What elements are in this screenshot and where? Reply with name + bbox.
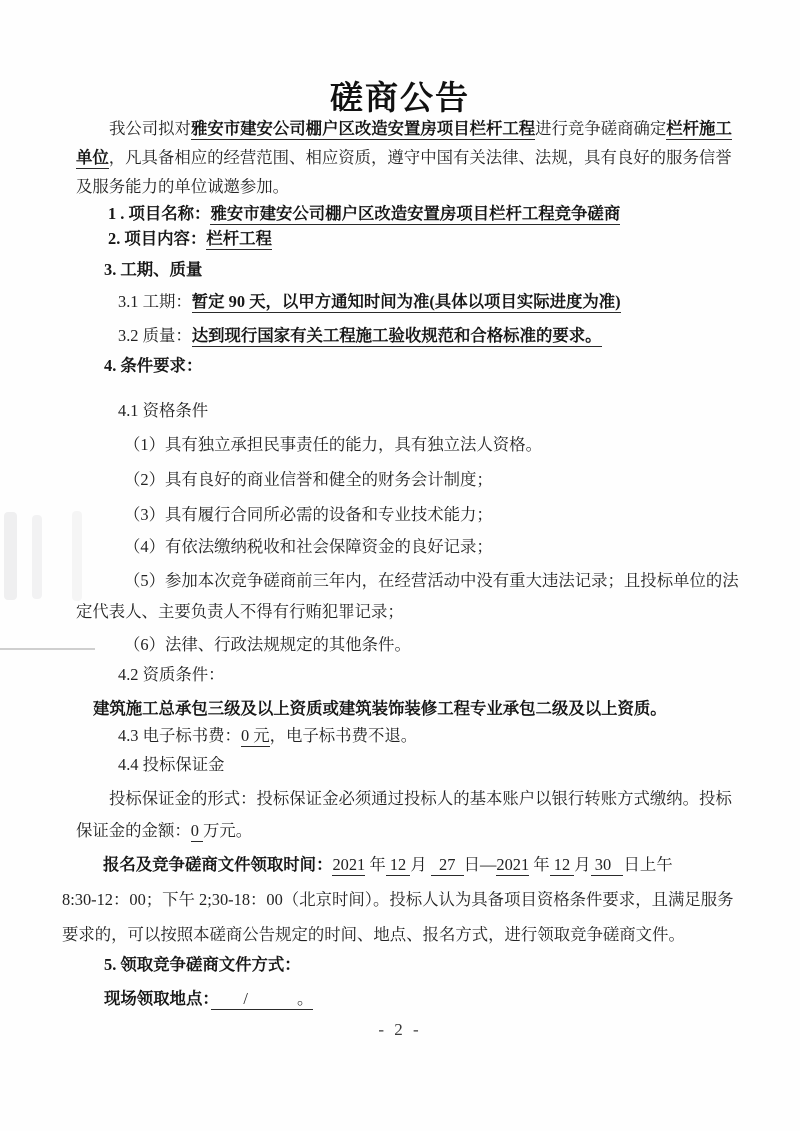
signup-sep-1: 年 [365,855,386,874]
item-3-label: 3. 工期、质量 [104,260,203,279]
item-4-4-label: 4.4 投标保证金 [118,755,225,774]
signup-day-1: 27 [430,855,464,874]
intro-paragraph [76,114,740,201]
item-4-label: 4. 条件要求： [104,356,203,375]
item-4-1-label: 4.1 资格条件 [118,401,209,420]
pickup-blank-underline: / 。 [210,989,314,1008]
item-3-1-value: 暂定 90 天，以甲方通知时间为准(具体以项目实际进度为准) [191,292,621,311]
item-2-label: 2. 项目内容： [108,229,207,248]
deposit-text-1: 投标保证金的形式：投标保证金必须通过投标人的基本账户以银行转账方式缴纳。投标保证金的金额： [76,789,732,840]
item-4-2-heading [118,660,225,689]
pickup-location-line [104,984,313,1013]
item-3-heading [104,255,202,284]
scan-streak-artifact [32,515,42,599]
deposit-paragraph [76,783,742,847]
item-1-label: 1 . 项目名称： [108,204,211,223]
item-4-4-heading [118,750,225,779]
signup-sep-4: 年 [529,855,550,874]
item-4-3-fee [118,721,417,750]
item-1-project-name [108,201,620,226]
item-5-label: 5. 领取竞争磋商文件方式： [104,955,301,974]
item-4-2-label: 4.2 资质条件： [118,665,225,684]
intro-text-1: 我公司拟对 [109,119,191,138]
item-2-value: 栏杆工程 [206,229,272,248]
document-title: 磋商公告 [330,81,470,118]
item-1-value: 雅安市建安公司棚户区改造安置房项目栏杆工程竞争磋商 [210,204,621,223]
item-4-3-suffix: ，电子标书费不退。 [269,726,418,745]
item-3-2-value: 达到现行国家有关工程施工验收规范和合格标准的要求。 [191,326,602,345]
item-3-2-label: 3.2 质量： [118,326,192,345]
item-5-heading [104,950,301,979]
signup-paragraph [62,847,740,952]
qualification-requirement [93,694,743,723]
item-4-3-value: 0 元 [240,726,270,745]
item-2-project-content [108,226,272,251]
signup-sep-2: 月 [410,855,431,874]
pickup-label: 现场领取地点： [104,989,211,1008]
intro-text-3: ，凡具备相应的经营范围、相应资质，遵守中国有关法律、法规，具有良好的服务信誉及服务能力的单位诚邀参加。 [76,148,732,196]
intro-text-2: 进行竞争磋商确定 [535,119,667,138]
condition-1: （1）具有独立承担民事责任的能力，具有独立法人资格。 [124,435,542,454]
condition-3: （3）具有履行合同所必需的设备和专业技术能力； [124,505,493,524]
signup-month-2: 12 [549,855,575,874]
deposit-amount: 0 [190,821,204,840]
item-3-2-quality [118,321,602,350]
signup-day-2: 30 [590,855,624,874]
scan-line-artifact [0,648,95,650]
condition-5: （5）参加本次竞争磋商前三年内，在经营活动中没有重大违法记录；且投标单位的法定代表人、主要负责人不得有行贿犯罪记录； [76,571,739,621]
intro-contractor-underlined: 栏杆施工单位 [76,119,732,167]
signup-month-1: 12 [385,855,411,874]
signup-sep-5: 月 [574,855,591,874]
item-3-1-duration [118,287,621,316]
signup-sep-3: 日— [463,855,497,874]
item-3-1-label: 3.1 工期： [118,292,192,311]
item-4-heading [104,351,202,380]
signup-label: 报名及竞争磋商文件领取时间： [103,855,333,874]
signup-year-1: 2021 [332,855,366,874]
signup-rest-text: 8:30-12：00；下午 2;30-18：00（北京时间）。投标人认为具备项目资格条件要求，且满足服务要求的，可以按照本磋商公告规定的时间、地点、报名方式，进行领取竞争磋商文件。 [62,890,734,944]
condition-4: （4）有依法缴纳税收和社会保障资金的良好记录； [124,537,493,556]
intro-project-name-underlined: 雅安市建安公司棚户区改造安置房项目栏杆工程 [190,119,536,138]
scan-streak-artifact [4,512,17,600]
condition-6: （6）法律、行政法规规定的其他条件。 [124,635,411,654]
item-4-3-label: 4.3 电子标书费： [118,726,241,745]
page-number: - 2 - [378,1020,422,1039]
qualification-text: 建筑施工总承包三级及以上资质或建筑装饰装修工程专业承包二级及以上资质。 [93,699,667,718]
condition-2: （2）具有良好的商业信誉和健全的财务会计制度； [124,470,493,489]
signup-sep-6: 日上午 [623,855,673,874]
signup-year-2: 2021 [496,855,530,874]
deposit-text-2: 万元。 [203,821,253,840]
item-4-1-heading [118,396,208,425]
